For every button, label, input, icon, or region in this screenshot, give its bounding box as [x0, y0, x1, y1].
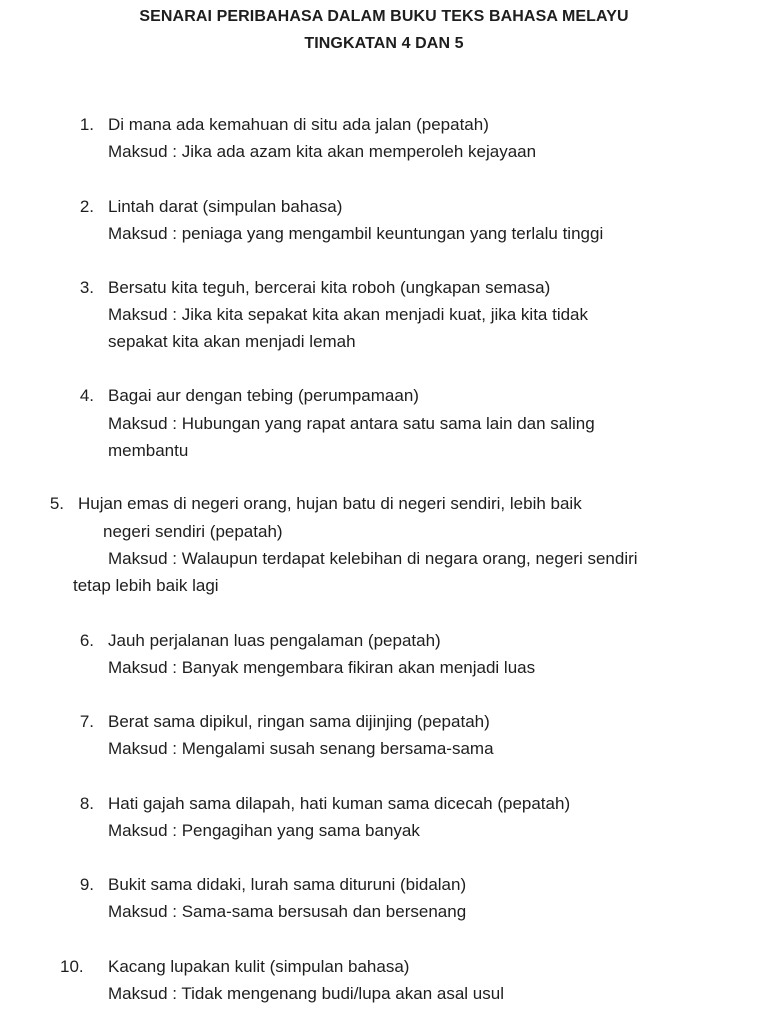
proverb-text: Lintah darat (simpulan bahasa): [108, 197, 343, 216]
proverb-text: Bersatu kita teguh, bercerai kita roboh (ungkapan semasa): [108, 278, 551, 297]
item-number: 9.: [79, 875, 94, 894]
proverb-meaning: Maksud : Mengalami susah senang bersama-sama: [108, 739, 494, 758]
proverb-text: Kacang lupakan kulit (simpulan bahasa): [108, 957, 410, 976]
proverb-text: Di mana ada kemahuan di situ ada jalan (pepatah): [108, 115, 489, 134]
proverb-meaning-continued: membantu: [108, 441, 189, 460]
proverb-text: Hati gajah sama dilapah, hati kuman sama dicecah (pepatah): [108, 794, 571, 813]
proverb-meaning: Maksud : Hubungan yang rapat antara satu sama lain dan saling: [108, 414, 595, 433]
proverb-meaning: Maksud : Sama-sama bersusah dan bersenang: [108, 902, 467, 921]
proverb-meaning: Maksud : Jika ada azam kita akan memperoleh kejayaan: [108, 142, 537, 161]
item-number: 1.: [79, 115, 94, 134]
proverb-meaning: Maksud : Banyak mengembara fikiran akan menjadi luas: [108, 658, 536, 677]
proverb-meaning-continued: tetap lebih baik lagi: [73, 576, 219, 595]
document-title-line-2: TINGKATAN 4 DAN 5: [304, 35, 464, 52]
item-number: 8.: [79, 794, 94, 813]
proverb-text: Hujan emas di negeri orang, hujan batu di negeri sendiri, lebih baik: [78, 494, 582, 513]
item-number: 5.: [49, 494, 64, 513]
proverb-meaning: Maksud : Walaupun terdapat kelebihan di negara orang, negeri sendiri: [108, 549, 638, 568]
proverb-meaning-continued: sepakat kita akan menjadi lemah: [108, 332, 356, 351]
item-number: 4.: [79, 386, 94, 405]
document-title-line-1: SENARAI PERIBAHASA DALAM BUKU TEKS BAHASA MELAYU: [139, 8, 629, 25]
item-number: 10.: [60, 957, 84, 976]
proverb-meaning: Maksud : Tidak mengenang budi/lupa akan asal usul: [108, 984, 504, 1003]
item-number: 3.: [79, 278, 94, 297]
item-number: 2.: [79, 197, 94, 216]
item-number: 7.: [79, 712, 94, 731]
proverb-text: Berat sama dipikul, ringan sama dijinjing (pepatah): [108, 712, 490, 731]
proverb-meaning: Maksud : Jika kita sepakat kita akan menjadi kuat, jika kita tidak: [108, 305, 589, 324]
proverb-text: Jauh perjalanan luas pengalaman (pepatah): [108, 631, 441, 650]
proverb-text-continued: negeri sendiri (pepatah): [103, 522, 283, 541]
proverb-text: Bukit sama didaki, lurah sama dituruni (bidalan): [108, 875, 467, 894]
proverb-text: Bagai aur dengan tebing (perumpamaan): [108, 386, 419, 405]
proverb-meaning: Maksud : Pengagihan yang sama banyak: [108, 821, 420, 840]
item-number: 6.: [79, 631, 94, 650]
proverb-meaning: Maksud : peniaga yang mengambil keuntungan yang terlalu tinggi: [108, 224, 604, 243]
